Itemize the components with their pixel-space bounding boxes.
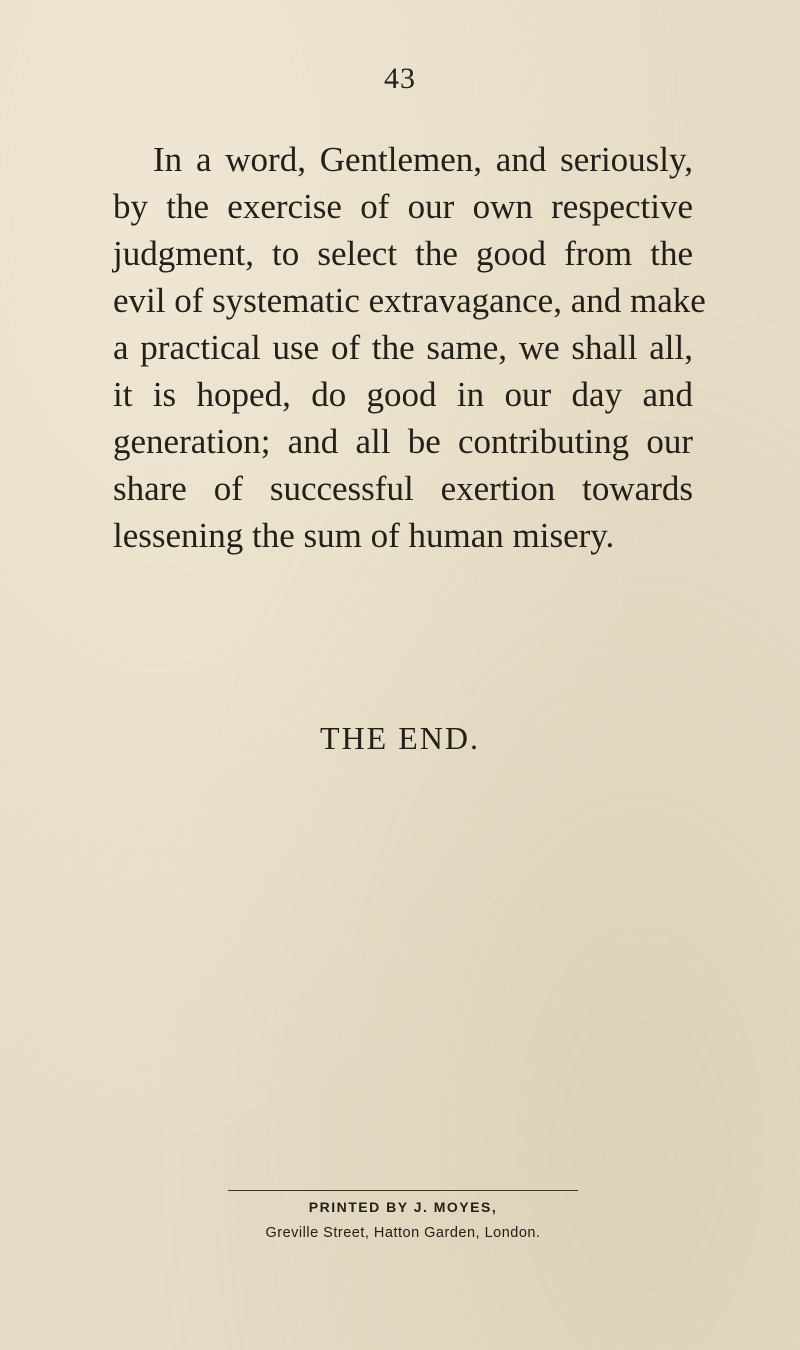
the-end-heading: THE END. <box>320 720 480 756</box>
page-number: 43 <box>384 62 416 95</box>
paragraph-line: it is hoped, do good in our day and <box>113 375 693 414</box>
paragraph-line: generation; and all be contributing our <box>113 422 693 461</box>
paragraph-line: share of successful exertion towards <box>113 469 693 508</box>
paragraph-line: lessening the sum of human misery. <box>113 516 615 555</box>
paragraph-line: evil of systematic extravagance, and make <box>113 281 706 320</box>
paragraph-line: In a word, Gentlemen, and seriously, <box>153 140 693 179</box>
printer-name: PRINTED BY J. MOYES, <box>308 1199 498 1215</box>
paragraph-line: judgment, to select the good from the <box>113 234 693 273</box>
printer-address: Greville Street, Hatton Garden, London. <box>265 1225 541 1241</box>
paragraph-line: by the exercise of our own respective <box>113 187 693 226</box>
body-paragraph <box>113 136 706 559</box>
imprint-divider <box>228 1190 578 1191</box>
paragraph-line: a practical use of the same, we shall all, <box>113 328 693 367</box>
